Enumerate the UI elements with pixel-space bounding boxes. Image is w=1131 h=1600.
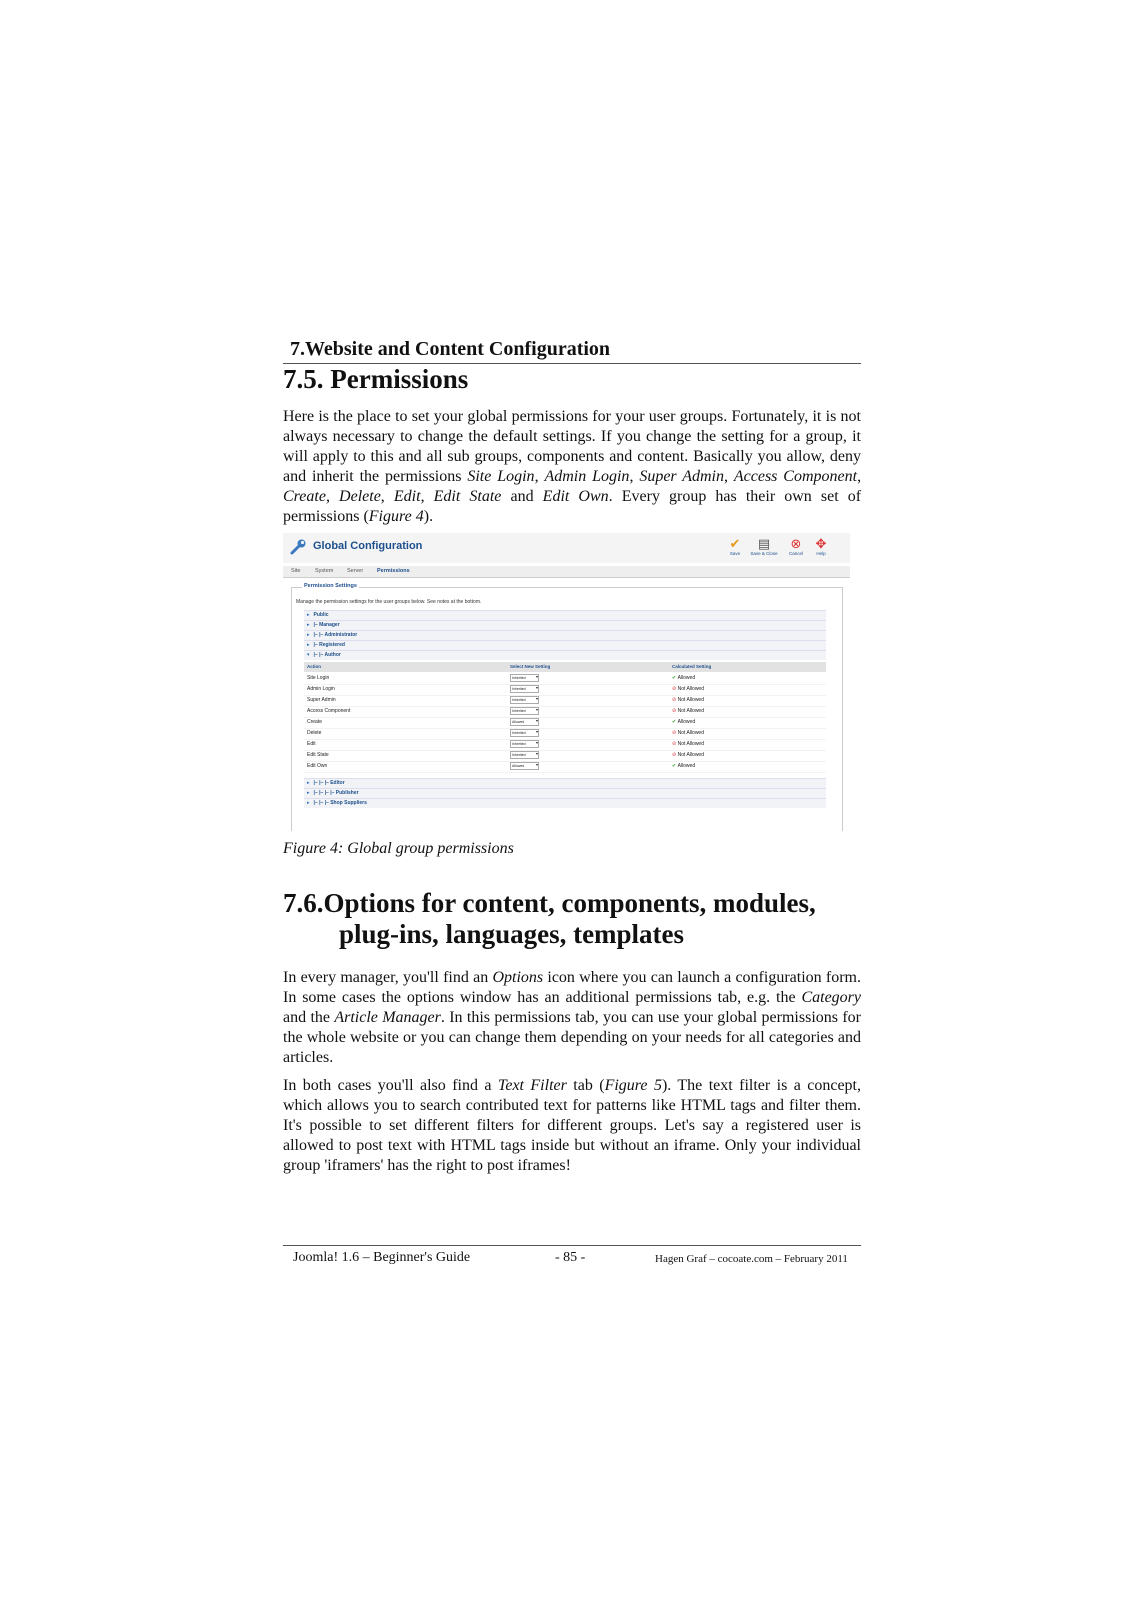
setting-select[interactable]: Inherited ▾: [510, 740, 539, 748]
group-row-manager[interactable]: ▸ |– Manager: [304, 620, 826, 630]
table-row: Edit Own Allowed ▾ ✔ Allowed: [304, 761, 826, 773]
figure-toolbar: [283, 533, 850, 563]
group-row-shop-suppliers[interactable]: ▸ |– |– |– Shop Suppliers: [304, 798, 826, 808]
footer-page-number: - 85 -: [555, 1250, 586, 1265]
setting-select[interactable]: Inherited ▾: [510, 685, 539, 693]
not-allowed-status: ⊘ Not Allowed: [672, 697, 704, 703]
group-row-publisher[interactable]: ▸ |– |– |– |– Publisher: [304, 788, 826, 798]
check-icon: ✔: [729, 536, 741, 551]
save-icon: ▤: [757, 536, 771, 551]
not-allowed-status: ⊘ Not Allowed: [672, 686, 704, 692]
config-tabs: [283, 566, 850, 578]
allowed-status: ✔ Allowed: [672, 675, 696, 681]
save-button[interactable]: ✔ Save: [720, 536, 750, 562]
group-row-editor[interactable]: ▸ |– |– |– Editor: [304, 778, 826, 788]
table-row: Admin Login Inherited ▾ ⊘ Not Allowed: [304, 684, 826, 696]
paragraph-permissions-intro: Here is the place to set your global permissions for your user groups. Fortunately, it is not always necessary to change the default settings. If you change the setting for a group, it will apply to this and all sub groups, components and content. Basically you allow, deny and inherit the permissions Site Login, Admin Login, Super Admin, Access Component, Create, Delete, Edit, Edit State and Edit Own. Every group has their own set of permissions (Figure 4).: [283, 408, 862, 525]
setting-select[interactable]: Inherited ▾: [510, 729, 539, 737]
allowed-status: ✔ Allowed: [672, 763, 696, 769]
tab-site[interactable]: Site: [291, 568, 301, 574]
expand-arrow-icon: ▸: [307, 612, 310, 618]
tab-system[interactable]: System: [315, 568, 334, 574]
setting-select[interactable]: Inherited ▾: [510, 696, 539, 704]
collapse-arrow-icon: ▾: [307, 652, 310, 658]
table-row: Super Admin Inherited ▾ ⊘ Not Allowed: [304, 695, 826, 707]
cancel-icon: ⊗: [790, 536, 802, 551]
expand-arrow-icon: ▸: [307, 622, 310, 628]
section-title-options: 7.6.Options for content, components, modules, plug-ins, languages, templates: [283, 888, 816, 949]
figure-global-configuration-screenshot: [283, 533, 850, 831]
expand-arrow-icon: ▸: [307, 632, 310, 638]
expand-arrow-icon: ▸: [307, 800, 310, 806]
table-row: Create Allowed ▾ ✔ Allowed: [304, 717, 826, 729]
tab-permissions[interactable]: Permissions: [377, 568, 410, 574]
figure-caption: Figure 4: Global group permissions: [283, 840, 514, 857]
not-allowed-status: ⊘ Not Allowed: [672, 708, 704, 714]
expand-arrow-icon: ▸: [307, 642, 310, 648]
cancel-button[interactable]: ⊗ Cancel: [781, 536, 811, 562]
chapter-heading: 7.Website and Content Configuration: [290, 338, 611, 360]
table-row: Site Login Inherited ▾ ✔ Allowed: [304, 673, 826, 685]
table-row: Access Component Inherited ▾ ⊘ Not Allowed: [304, 706, 826, 718]
panel-legend: Permission Settings: [304, 583, 357, 589]
allowed-status: ✔ Allowed: [672, 719, 696, 725]
table-row: Edit Inherited ▾ ⊘ Not Allowed: [304, 739, 826, 751]
expand-arrow-icon: ▸: [307, 780, 310, 786]
permissions-table-header: [304, 662, 826, 672]
footer-book-title: Joomla! 1.6 – Beginner's Guide: [293, 1250, 471, 1265]
group-row-author[interactable]: ▾ |– |– Author: [304, 650, 826, 660]
group-row-public[interactable]: ▸ Public: [304, 610, 826, 620]
paragraph-options: In every manager, you'll find an Options icon where you can launch a configuration form. In some cases the options window has an additional permissions tab, e.g. the Category and the Article Manager. In this permissions tab, you can use your global permissions for the whole website or you can change them depending on your needs for all categories and articles.: [283, 969, 861, 1066]
footer-author: Hagen Graf – cocoate.com – February 2011: [655, 1253, 848, 1265]
not-allowed-status: ⊘ Not Allowed: [672, 752, 704, 758]
group-row-registered[interactable]: ▸ |– Registered: [304, 640, 826, 650]
expand-arrow-icon: ▸: [307, 790, 310, 796]
tools-icon: [289, 538, 307, 556]
not-allowed-status: ⊘ Not Allowed: [672, 741, 704, 747]
help-icon: ✥: [815, 536, 827, 551]
save-close-button[interactable]: ▤ Save & Close: [750, 536, 778, 556]
setting-select[interactable]: Allowed ▾: [510, 762, 539, 770]
paragraph-text-filter: In both cases you'll also find a Text Filter tab (Figure 5). The text filter is a concept, which allows you to search contributed text for patterns like HTML tags and filter them. It's possible to set different filters for different groups. Let's say a registered user is allowed to post text with HTML tags inside but without an iframe. Only your individual group 'iframers' has the right to post iframes!: [283, 1077, 861, 1174]
section-title-permissions: 7.5. Permissions: [283, 364, 469, 394]
permission-settings-panel: [291, 583, 843, 831]
table-row: Edit State Inherited ▾ ⊘ Not Allowed: [304, 750, 826, 762]
setting-select[interactable]: Inherited ▾: [510, 674, 539, 682]
not-allowed-status: ⊘ Not Allowed: [672, 730, 704, 736]
footer-rule: [283, 1245, 861, 1246]
tab-server[interactable]: Server: [347, 568, 364, 574]
column-header-action: Action: [307, 664, 321, 669]
column-header-select-new-setting: Select New Setting: [510, 664, 551, 669]
setting-select[interactable]: Inherited ▾: [510, 707, 539, 715]
help-button[interactable]: ✥ Help: [806, 536, 836, 562]
panel-description: Manage the permission settings for the user groups below. See notes at the bottom.: [296, 599, 482, 605]
setting-select[interactable]: Allowed ▾: [510, 718, 539, 726]
setting-select[interactable]: Inherited ▾: [510, 751, 539, 759]
figure-title: Global Configuration: [313, 540, 423, 552]
group-row-administrator[interactable]: ▸ |– |– Administrator: [304, 630, 826, 640]
table-row: Delete Inherited ▾ ⊘ Not Allowed: [304, 728, 826, 740]
column-header-calculated-setting: Calculated Setting: [672, 664, 712, 669]
